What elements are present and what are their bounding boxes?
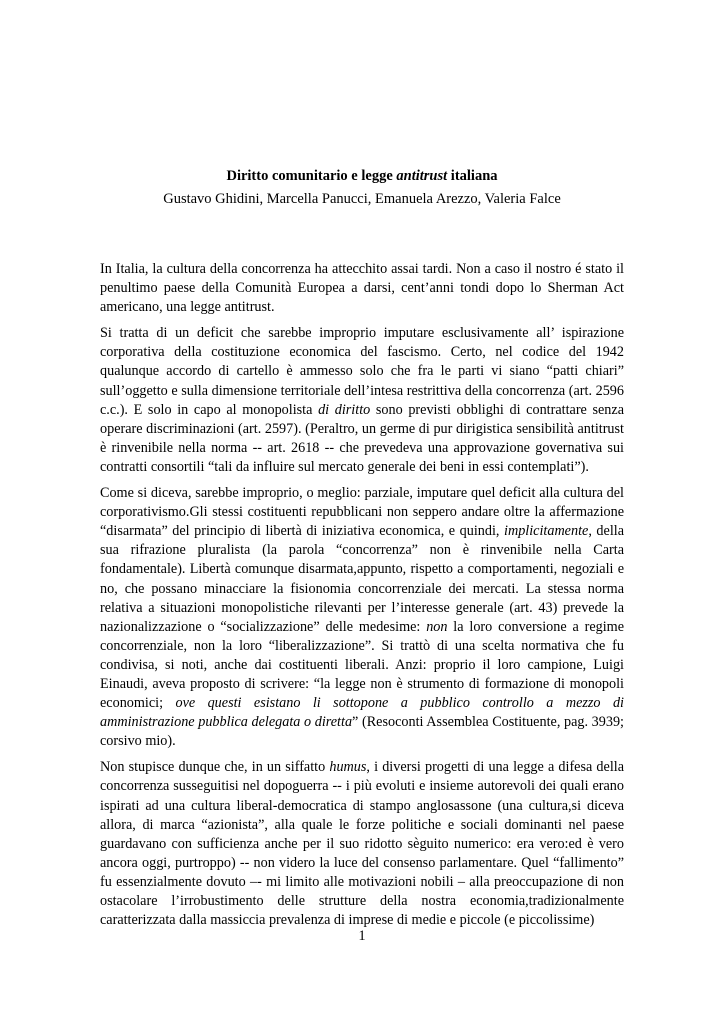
page-number: 1 — [358, 928, 366, 944]
title-text-after: italiana — [447, 168, 498, 184]
italic-text: non — [426, 618, 448, 635]
document-body — [100, 260, 624, 937]
title-text-before: Diritto comunitario e legge — [226, 168, 397, 184]
italic-text: humus — [329, 759, 367, 776]
paragraph-text: Si tratta di un deficit che sarebbe improprio imputare esclusivamente all’ ispirazione corporativa della costituzione economica del fascismo. Certo, nel codice del 1942 qualunque accordo di cartello è ammesso solo che fra le parti vi siano “patti chiari” sull’oggetto e sulla dimensione territoriale dell’intesa restrittiva della concorrenza (art. 2596 c.c.). E solo in capo al monopolista — [100, 325, 624, 418]
paragraph-text: In Italia, la cultura della concorrenza ha attecchito assai tardi. Non a caso il nostro é stato il penultimo paese della Comunità Europea a darsi, cent’anni tondi dopo lo Sherman Act americano, una legge antitrust. — [100, 261, 624, 316]
italic-text: di diritto — [318, 401, 371, 418]
italic-text: implicitamente — [504, 523, 589, 540]
title-italic: antitrust — [396, 168, 448, 184]
paragraph-text: Come si diceva, sarebbe improprio, o meglio: parziale, imputare quel deficit alla cultura del corporativismo.Gli stessi costituenti repubblicani non seppero andare oltre la affermazione “disarmata” del principio di libertà di iniziativa economica, e quindi, — [100, 485, 624, 540]
paragraph-2 — [100, 324, 624, 477]
paragraph-text: , i diversi progetti di una legge a difesa della concorrenza susseguitisi nel dopoguerra -- i più evoluti e insieme autorevoli dei quali erano ispirati ad una cultura liberal-democratica di stampo anglosassone (una cultura,si diceva allora, di marca “azionista”, alla quale le forze politiche e sociali dominanti nel paese guardavano con sufficienza anche per il suo ridotto sèguito numerico: era vero:ed è vero ancora oggi, purtroppo) -- non videro la luce del consenso parlamentare. Quel “fallimento” fu essenzialmente dovuto –- mi limito alle motivazioni nobili – alla preoccupazione di non ostacolare l’irrobustimento delle strutture della nostra economia,tradizionalmente caratterizzata dalla massiccia prevalenza di imprese di medie e piccole (e piccolissime) — [100, 759, 625, 929]
paragraph-3 — [100, 484, 624, 751]
paragraph-text: la loro conversione a regime concorrenziale, non la loro “liberalizzazione”. Si trattò di una scelta normativa che fu condivisa, si noti, anche dai costituenti liberali. Anzi: proprio il loro campione, Luigi Einaudi, aveva proposto di scrivere: “la legge non è strumento di formazione di monopoli economici; — [100, 618, 624, 712]
authors-line: Gustavo Ghidini, Marcella Panucci, Emanuela Arezzo, Valeria Falce — [163, 191, 561, 207]
italic-text: ove questi esistano li sottopone a pubblico controllo a mezzo di amministrazione pubblica delegata o diretta — [100, 695, 624, 731]
paragraph-text: sono previsti obblighi di contrattare senza operare discriminazioni (art. 2597). (Peraltro, un germe di pur dirigistica sensibilità antitrust è rinvenibile nella norma -- art. 2618 -- che prevedeva una approvazione governativa sui contratti consortili “tali da influire sul mercato generale dei beni in essi contemplati”). — [100, 401, 624, 475]
paragraph-text: Non stupisce dunque che, in un siffatto — [100, 759, 330, 776]
paragraph-4 — [100, 758, 624, 930]
document-title — [0, 166, 724, 186]
paragraph-text: ” (Resoconti Assemblea Costituente, pag. 3939; corsivo mio). — [100, 714, 624, 750]
paragraph-1 — [100, 260, 624, 317]
paragraph-text: , della sua rifrazione pluralista (la parola “concorrenza” non è rinvenibile nella Carta fondamentale). Libertà comunque disarmata,appunto, rispetto a comportamenti, negoziali e no, che possano minacciare la fisionomia concorrenziale dei mercati. La stessa norma relativa a situazioni monopolistiche rilevanti per l’interesse generale (art. 43) prevede la nazionalizzazione o “socializzazione” delle medesime: — [100, 523, 624, 635]
